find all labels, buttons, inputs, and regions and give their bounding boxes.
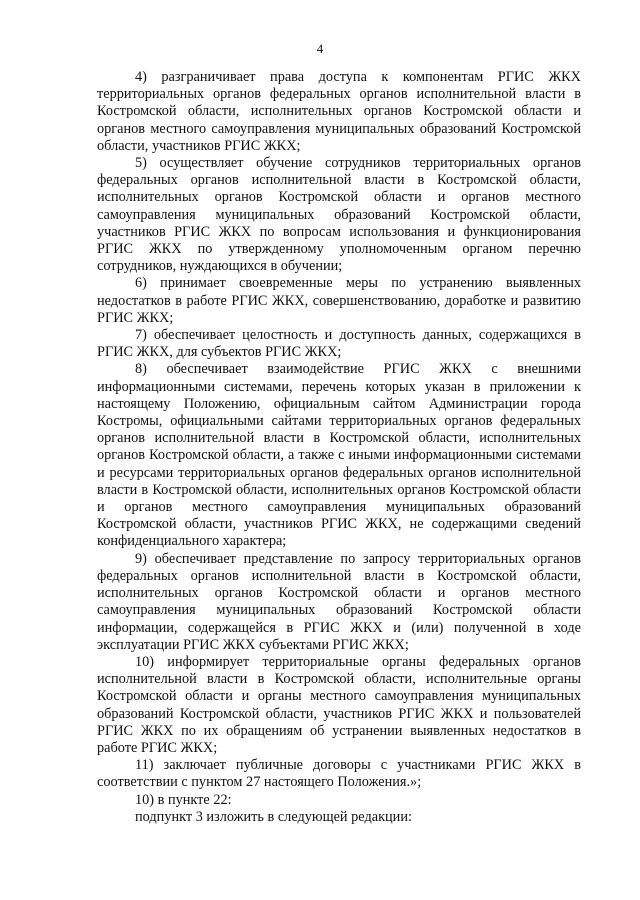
paragraph-item-11: 11) заключает публичные договоры с участниками РГИС ЖКХ в соответствии с пунктом 27 настоящего Положения.»; xyxy=(97,757,581,791)
paragraph-item-9: 9) обеспечивает представление по запросу территориальных органов федеральных органов исполнительной власти в Костромской области, исполнительных органов Костромской области и органов местного самоуправления муниципальных образований Костромской области информации, содержащейся в РГИС ЖКХ и (или) полученной в ходе эксплуатации РГИС ЖКХ субъектами РГИС ЖКХ; xyxy=(97,550,581,653)
page-number: 4 xyxy=(316,41,324,56)
paragraph-item-6: 6) принимает своевременные меры по устранению выявленных недостатков в работе РГИС ЖКХ, совершенствованию, доработке и развитию РГИС ЖКХ; xyxy=(97,275,581,326)
paragraph-item-7: 7) обеспечивает целостность и доступность данных, содержащихся в РГИС ЖКХ, для субъектов РГИС ЖКХ; xyxy=(97,327,581,361)
paragraph-item-5: 5) осуществляет обучение сотрудников территориальных органов федеральных органов исполнительной власти в Костромской области, исполнительных органов Костромской области и органов местного самоуправления муниципальных образований Костромской области, участников РГИС ЖКХ по вопросам использования и функционирования РГИС ЖКХ по утвержденному уполномоченным органом перечню сотрудников, нуждающихся в обучении; xyxy=(97,155,581,275)
document-body xyxy=(97,69,581,826)
paragraph-item-8: 8) обеспечивает взаимодействие РГИС ЖКХ с внешними информационными системами, перечень которых указан в приложении к настоящему Положению, официальным сайтом Администрации города Костромы, официальными сайтами территориальных органов федеральных органов исполнительной власти в Костромской области, исполнительных органов Костромской области, а также с иными информационными системами и ресурсами территориальных органов федеральных органов исполнительной власти в Костромской области, исполнительных органов Костромской области и органов местного самоуправления муниципальных образований Костромской области, участников РГИС ЖКХ, не содержащими сведений конфиденциального характера; xyxy=(97,361,581,550)
paragraph-item-4: 4) разграничивает права доступа к компонентам РГИС ЖКХ территориальных органов федеральных органов исполнительной власти в Костромской области, исполнительных органов Костромской области и органов местного самоуправления муниципальных образований Костромской области, участников РГИС ЖКХ; xyxy=(97,69,581,154)
paragraph-subpoint-3: подпункт 3 изложить в следующей редакции: xyxy=(135,808,412,825)
paragraph-point-22: 10) в пункте 22: xyxy=(135,791,232,808)
paragraph-item-10: 10) информирует территориальные органы федеральных органов исполнительной власти в Костромской области, исполнительные органы Костромской области и органы местного самоуправления муниципальных образований Костромской области, участников РГИС ЖКХ и пользователей РГИС ЖКХ по их обращениям об устранении выявленных недостатков в работе РГИС ЖКХ; xyxy=(97,653,581,756)
